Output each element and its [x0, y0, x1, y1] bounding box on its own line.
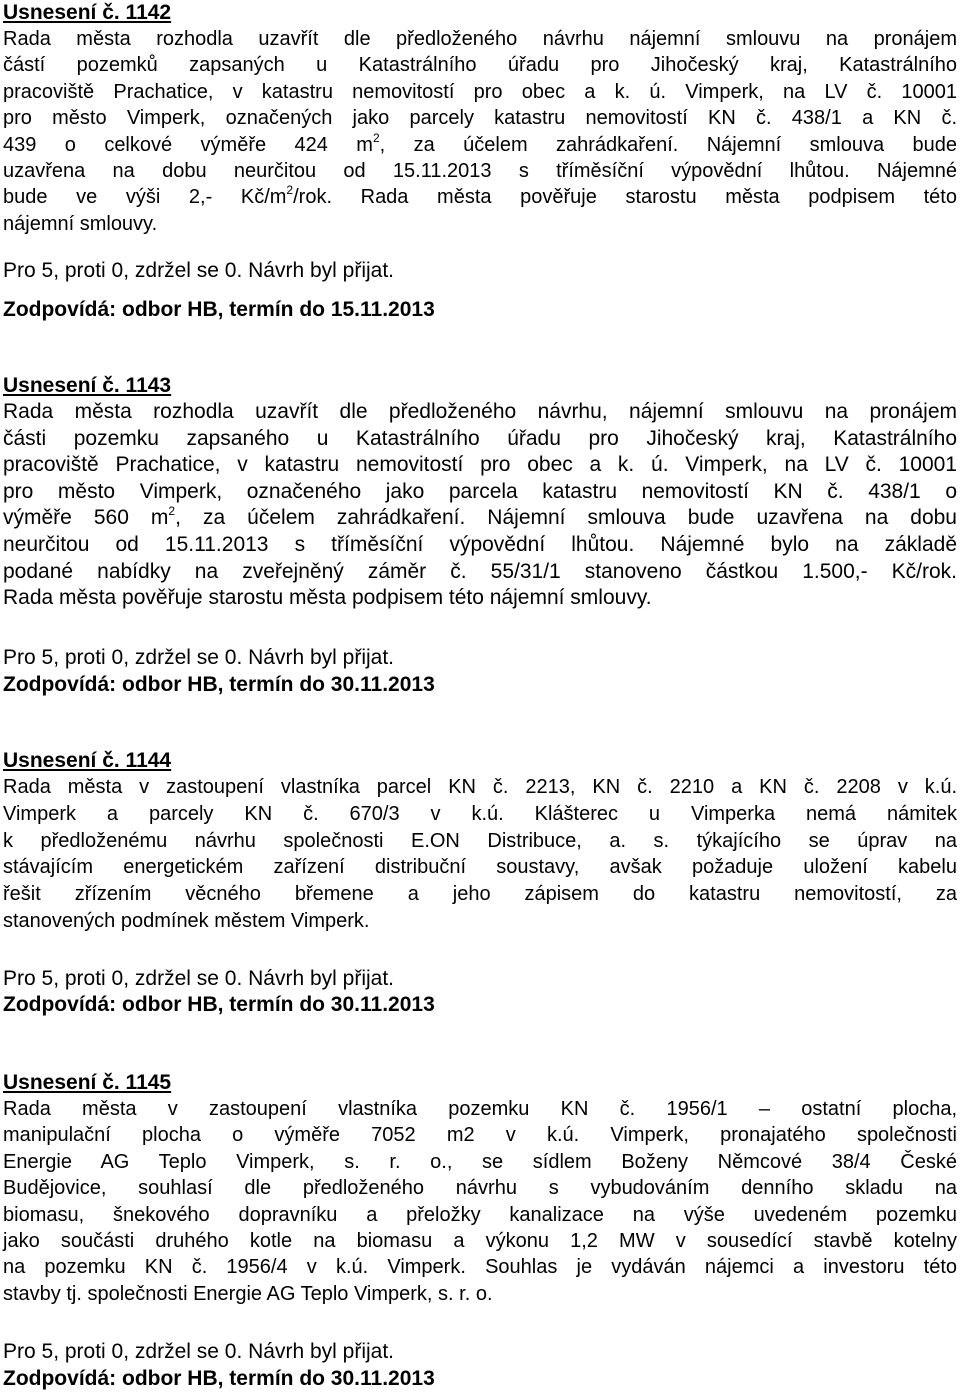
text-line: pro město Vimperk, označených jako parcely katastru nemovitostí KN č. 438/1 a KN č.: [3, 107, 957, 130]
resolution-text: [3, 774, 957, 935]
responsibility: Zodpovídá: odbor HB, termín do 30.11.2013: [3, 993, 435, 1016]
text-line: [3, 132, 957, 158]
text-line: části pozemku zapsaného u Katastrálního úřadu pro Jihočeský kraj, Katastrálního: [3, 426, 957, 450]
text-line: Budějovice, souhlasí dle předloženého návrhu s vybudováním denního skladu na: [3, 1177, 957, 1200]
vote-result: Pro 5, proti 0, zdržel se 0. Návrh byl přijat.: [3, 259, 394, 282]
text-fragment: 439 o celkové výměře 424 m: [3, 133, 373, 156]
text-line: Rada města v zastoupení vlastníka parcel KN č. 2213, KN č. 2210 a KN č. 2208 v k.ú.: [3, 776, 957, 798]
text-line: podané nabídky na zveřejněný záměr č. 55/31/1 stanoveno částkou 1.500,- Kč/rok.: [3, 559, 957, 583]
text-line: [3, 184, 957, 210]
text-fragment: bude ve výši 2,- Kč/m: [3, 186, 287, 209]
resolution-heading: Usnesení č. 1144: [3, 749, 172, 772]
text-line: [3, 505, 957, 532]
text-line: Rada města rozhodla uzavřít dle předloženého návrhu, nájemní smlouvu na pronájem: [3, 400, 957, 423]
text-line: stanovených podmínek městem Vimperk.: [3, 909, 370, 932]
text-line: pracoviště Prachatice, v katastru nemovitostí pro obec a k. ú. Vimperk, na LV č. 10001: [3, 80, 957, 103]
responsibility: Zodpovídá: odbor HB, termín do 15.11.2013: [3, 298, 435, 321]
responsibility: Zodpovídá: odbor HB, termín do 30.11.2013: [3, 1367, 435, 1390]
text-line: částí pozemků zapsaných u Katastrálního úřadu pro Jihočeský kraj, Katastrálního: [3, 54, 957, 77]
resolution-1143: [3, 373, 957, 696]
vote-result: Pro 5, proti 0, zdržel se 0. Návrh byl přijat.: [3, 967, 394, 990]
superscript: 2: [168, 504, 176, 519]
text-line: stávajícím energetickém zařízení distribuční soustavy, avšak požaduje uložení kabelu: [3, 856, 957, 879]
text-fragment: výměře 560 m: [3, 506, 169, 530]
vote-result: Pro 5, proti 0, zdržel se 0. Návrh byl přijat.: [3, 646, 394, 669]
resolution-text: [3, 399, 957, 612]
resolution-heading: Usnesení č. 1143: [3, 374, 172, 397]
text-fragment: , za účelem zahrádkaření. Nájemní smlouva bude uzavřena na dobu: [175, 506, 957, 530]
text-line: Rada města v zastoupení vlastníka pozemku KN č. 1956/1 – ostatní plocha,: [3, 1098, 957, 1120]
resolution-1144: [3, 748, 957, 1016]
text-line: řešit zřízením věcného břemene a jeho zápisem do katastru nemovitostí, za: [3, 883, 957, 906]
responsibility: Zodpovídá: odbor HB, termín do 30.11.2013: [3, 673, 435, 696]
resolution-1145: [3, 1070, 957, 1390]
text-line: neurčitou od 15.11.2013 s tříměsíční výpovědní lhůtou. Nájemné bylo na základě: [3, 532, 957, 556]
text-line: Energie AG Teplo Vimperk, s. r. o., se sídlem Boženy Němcové 38/4 České: [3, 1150, 957, 1173]
resolution-1142: [3, 0, 957, 321]
text-line: pro město Vimperk, označeného jako parcela katastru nemovitostí KN č. 438/1 o: [3, 479, 957, 503]
text-fragment: /rok. Rada města pověřuje starostu města podpisem této: [293, 186, 957, 209]
text-line: Rada města rozhodla uzavřít dle předloženého návrhu nájemní smlouvu na pronájem: [3, 28, 957, 50]
text-fragment: , za účelem zahrádkaření. Nájemní smlouva bude: [379, 133, 957, 156]
resolution-heading: Usnesení č. 1145: [3, 1071, 172, 1094]
text-line: manipulační plocha o výměře 7052 m2 v k.ú. Vimperk, pronajatého společnosti: [3, 1124, 957, 1147]
text-line: k předloženému návrhu společnosti E.ON Distribuce, a. s. týkajícího se úprav na: [3, 829, 957, 852]
text-line: pracoviště Prachatice, v katastru nemovitostí pro obec a k. ú. Vimperk, na LV č. 10001: [3, 453, 957, 477]
vote-result: Pro 5, proti 0, zdržel se 0. Návrh byl přijat.: [3, 1340, 394, 1363]
text-line: biomasu, šnekového dopravníku a přeložky kanalizace na výše uvedeném pozemku: [3, 1203, 957, 1226]
text-line: na pozemku KN č. 1956/4 v k.ú. Vimperk. Souhlas je vydáván nájemci a investoru této: [3, 1256, 957, 1279]
text-line: stavby tj. společnosti Energie AG Teplo Vimperk, s. r. o.: [3, 1282, 493, 1305]
text-line: nájemní smlouvy.: [3, 212, 158, 235]
text-line: Rada města pověřuje starostu města podpisem této nájemní smlouvy.: [3, 586, 652, 610]
text-line: uzavřena na dobu neurčitou od 15.11.2013 s tříměsíční výpovědní lhůtou. Nájemné: [3, 160, 957, 183]
superscript: 2: [286, 183, 294, 198]
resolution-text: [3, 1096, 957, 1307]
superscript: 2: [372, 130, 380, 145]
text-line: jako součásti druhého kotle na biomasu a výkonu 1,2 MW v sousedící stavbě kotelny: [3, 1230, 957, 1253]
resolution-text: [3, 26, 957, 237]
resolution-heading: Usnesení č. 1142: [3, 1, 172, 24]
text-line: Vimperk a parcely KN č. 670/3 v k.ú. Klášterec u Vimperka nemá námitek: [3, 802, 957, 825]
